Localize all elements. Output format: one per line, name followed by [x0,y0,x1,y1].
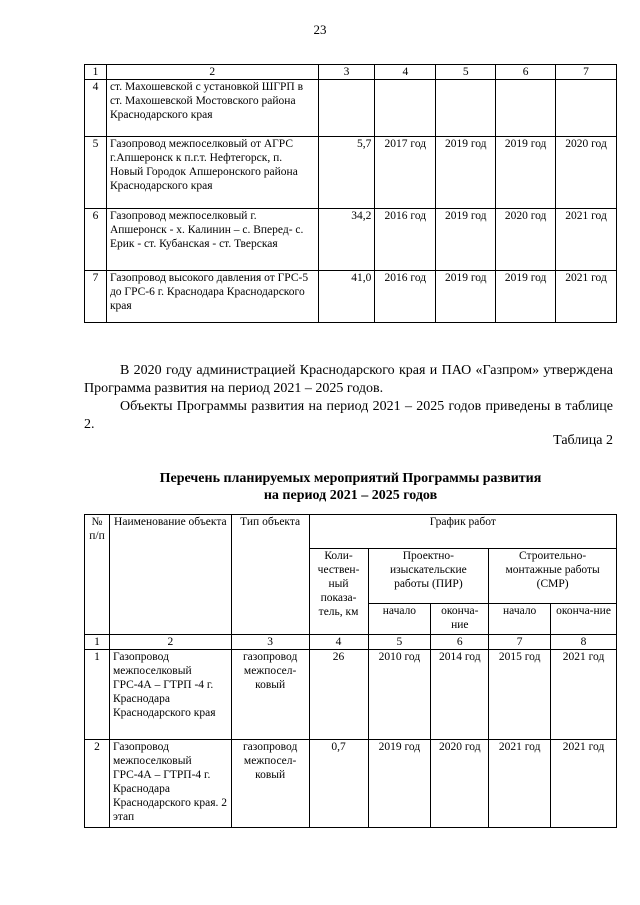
pir-start: 2017 год [375,137,436,209]
object-name: Газопровод межпоселковый от АГРС г.Апшеронск к п.г.т. Нефтегорск, п. Новый Городок Апшеронского района Краснодарского края [106,137,318,209]
pir-end-header: оконча-ние [431,604,489,635]
smr-end: 2021 год [556,271,617,323]
column-number: 5 [368,635,431,650]
pir-start: 2016 год [375,209,436,271]
col-pir-header: Проектно-изыскательские работы (ПИР) [368,549,489,604]
col-schedule-header: График работ [309,515,616,549]
pir-start-header: начало [368,604,431,635]
col-quantity-header: Коли-чествен-ный показа-тель, км [309,549,368,635]
header-cell: 7 [556,65,617,80]
column-number: 6 [431,635,489,650]
pir-end: 2019 год [436,209,496,271]
pir-start: 2019 год [368,740,431,828]
pir-start: 2016 год [375,271,436,323]
pir-end: 2019 год [436,271,496,323]
object-name: ст. Махошевской с установкой ШГРП в ст. Махошевской Мостовского района Краснодарского края [106,80,318,137]
header-row [85,515,617,549]
table-row [85,740,617,828]
col-number-header: № п/п [85,515,110,635]
smr-end: 2021 год [551,740,617,828]
smr-end: 2021 год [556,209,617,271]
table-title [84,470,617,504]
object-name: Газопровод высокого давления от ГРС-5 до ГРС-6 г. Краснодара Краснодарского края [106,271,318,323]
header-cell: 3 [318,65,375,80]
smr-end: 2020 год [556,137,617,209]
table-row [85,209,617,271]
row-number: 1 [85,650,110,740]
length-km: 0,7 [309,740,368,828]
smr-start: 2021 год [489,740,551,828]
row-number: 6 [85,209,107,271]
row-number: 4 [85,80,107,137]
table-header-row [85,65,617,80]
length-km: 26 [309,650,368,740]
object-name: Газопровод межпоселковый ГРС-4А – ГТРП-4 г. Краснодара Краснодарского края. 2 этап [109,740,231,828]
smr-start: 2019 год [496,137,556,209]
col-smr-header: Строительно-монтажные работы (СМР) [489,549,617,604]
length-km: 41,0 [318,271,375,323]
page-number: 23 [313,22,327,37]
smr-start: 2019 год [496,271,556,323]
column-number: 8 [551,635,617,650]
column-number: 2 [109,635,231,650]
row-number: 5 [85,137,107,209]
paragraph-program-approval: В 2020 году администрацией Краснодарского края и ПАО «Газпром» утверждена Программа развития на период 2021 – 2025 годов. [84,363,613,396]
smr-start [496,80,556,137]
column-number: 3 [231,635,309,650]
object-type: газопровод межпосел-ковый [231,650,309,740]
col-type-header: Тип объекта [231,515,309,635]
smr-end [556,80,617,137]
pir-start: 2010 год [368,650,431,740]
program-table [84,514,617,828]
table-title-line: Перечень планируемых мероприятий Программы развития [159,471,542,486]
header-cell: 6 [496,65,556,80]
smr-start-header: начало [489,604,551,635]
table-title-line: на период 2021 – 2025 годов [263,488,438,503]
header-cell: 5 [436,65,496,80]
pir-start [375,80,436,137]
object-type: газопровод межпосел-ковый [231,740,309,828]
column-number: 1 [85,635,110,650]
pir-end: 2020 год [431,740,489,828]
length-km: 5,7 [318,137,375,209]
length-km: 34,2 [318,209,375,271]
object-name: Газопровод межпоселковый г. Апшеронск - х. Калинин – с. Вперед- с. Ерик - ст. Кубанская - ст. Тверская [106,209,318,271]
table-row [85,137,617,209]
row-number: 7 [85,271,107,323]
length-km [318,80,375,137]
table-continuation [84,64,617,323]
table-row [85,271,617,323]
table-row [85,650,617,740]
column-number-row [85,635,617,650]
table-label: Таблица 2 [553,433,613,448]
col-name-header: Наименование объекта [109,515,231,635]
object-name: Газопровод межпоселковый ГРС-4А – ГТРП -4 г. Краснодара Краснодарского края [109,650,231,740]
header-cell: 2 [106,65,318,80]
paragraph-program-objects: Объекты Программы развития на период 2021 – 2025 годов приведены в таблице 2. [84,399,613,432]
pir-end: 2014 год [431,650,489,740]
column-number: 4 [309,635,368,650]
pir-end [436,80,496,137]
smr-start: 2020 год [496,209,556,271]
header-cell: 1 [85,65,107,80]
column-number: 7 [489,635,551,650]
header-cell: 4 [375,65,436,80]
row-number: 2 [85,740,110,828]
smr-start: 2015 год [489,650,551,740]
table-row [85,80,617,137]
smr-end-header: оконча-ние [551,604,617,635]
smr-end: 2021 год [551,650,617,740]
pir-end: 2019 год [436,137,496,209]
